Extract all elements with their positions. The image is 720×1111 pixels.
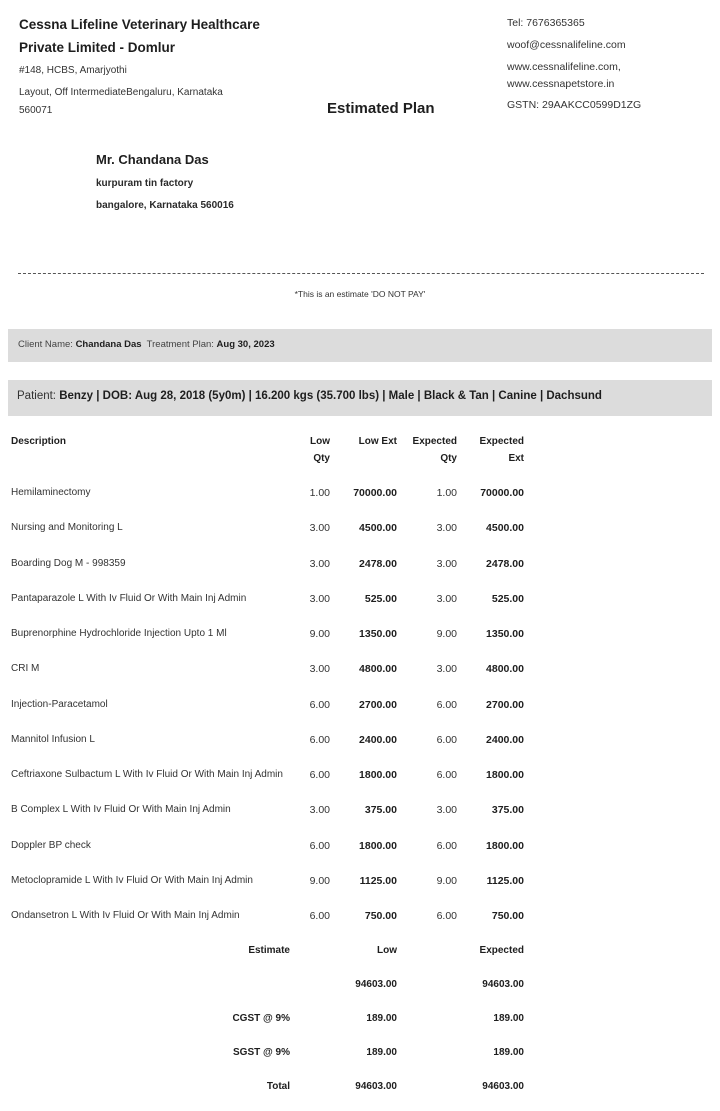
- row-description: Buprenorphine Hydrochloride Injection Upto 1 Ml: [11, 628, 227, 639]
- row-low-qty: 1.00: [309, 487, 330, 499]
- row-expected-ext: 1350.00: [486, 628, 524, 640]
- client-name-label: Client Name:: [18, 339, 73, 350]
- row-description: CRI M: [11, 663, 40, 674]
- row-low-qty: 6.00: [309, 734, 330, 746]
- treatment-plan-date: Aug 30, 2023: [216, 339, 275, 350]
- row-low-qty: 3.00: [309, 593, 330, 605]
- row-description: B Complex L With Iv Fluid Or With Main Inj Admin: [11, 804, 231, 815]
- separator-dashed: [18, 273, 704, 274]
- clinic-phone: Tel: 7676365365: [507, 17, 585, 29]
- row-expected-qty: 6.00: [436, 699, 457, 711]
- row-low-ext: 4800.00: [359, 663, 397, 675]
- row-low-ext: 2700.00: [359, 699, 397, 711]
- row-expected-qty: 3.00: [436, 522, 457, 534]
- total-label: Total: [266, 1081, 290, 1092]
- col-header-expected-ext-line2: Ext: [508, 453, 524, 464]
- col-header-low-ext: Low Ext: [358, 436, 397, 447]
- row-description: Boarding Dog M - 998359: [11, 558, 126, 569]
- row-expected-ext: 4500.00: [486, 522, 524, 534]
- summary-expected-label: Expected: [479, 945, 524, 956]
- row-expected-ext: 2400.00: [486, 734, 524, 746]
- row-low-ext: 1800.00: [359, 769, 397, 781]
- clinic-address-line1: #148, HCBS, Amarjyothi: [19, 65, 127, 76]
- clinic-name-line2: Private Limited - Domlur: [19, 40, 176, 55]
- row-low-qty: 6.00: [309, 699, 330, 711]
- client-name-value: Chandana Das: [75, 339, 142, 350]
- row-expected-qty: 3.00: [436, 593, 457, 605]
- sgst-expected: 189.00: [493, 1047, 524, 1058]
- row-low-ext: 750.00: [364, 910, 397, 922]
- row-description: Doppler BP check: [11, 840, 91, 851]
- clinic-store-website: www.cessnapetstore.in: [507, 78, 615, 90]
- row-expected-qty: 9.00: [436, 875, 457, 887]
- row-low-ext: 2400.00: [359, 734, 397, 746]
- row-expected-qty: 3.00: [436, 804, 457, 816]
- row-low-ext: 70000.00: [353, 487, 397, 499]
- row-expected-ext: 2478.00: [486, 558, 524, 570]
- row-expected-ext: 4800.00: [486, 663, 524, 675]
- cgst-label: CGST @ 9%: [232, 1013, 290, 1024]
- subtotal-low: 94603.00: [355, 979, 397, 990]
- row-description: Ondansetron L With Iv Fluid Or With Main Inj Admin: [11, 910, 240, 921]
- row-description: Hemilaminectomy: [11, 487, 91, 498]
- col-header-expected-qty-line2: Qty: [440, 453, 457, 464]
- row-expected-ext: 525.00: [491, 593, 524, 605]
- row-low-qty: 6.00: [309, 769, 330, 781]
- row-expected-qty: 1.00: [436, 487, 457, 499]
- clinic-website: www.cessnalifeline.com,: [507, 61, 621, 73]
- sgst-low: 189.00: [366, 1047, 397, 1058]
- col-header-low-qty: [310, 433, 330, 467]
- row-description: Ceftriaxone Sulbactum L With Iv Fluid Or With Main Inj Admin: [11, 769, 283, 780]
- sgst-label: SGST @ 9%: [233, 1047, 290, 1058]
- cgst-expected: 189.00: [493, 1013, 524, 1024]
- row-expected-ext: 1800.00: [486, 769, 524, 781]
- row-low-ext: 2478.00: [359, 558, 397, 570]
- col-header-expected-qty: [413, 433, 457, 467]
- row-expected-qty: 6.00: [436, 910, 457, 922]
- row-low-ext: 375.00: [364, 804, 397, 816]
- col-header-low-qty-line2: Qty: [313, 453, 330, 464]
- row-low-qty: 3.00: [309, 522, 330, 534]
- total-low: 94603.00: [355, 1081, 397, 1092]
- row-description: Nursing and Monitoring L: [11, 522, 123, 533]
- total-expected: 94603.00: [482, 1081, 524, 1092]
- summary-low-label: Low: [377, 945, 397, 956]
- clinic-gstn: GSTN: 29AAKCC0599D1ZG: [507, 99, 642, 111]
- row-expected-ext: 375.00: [491, 804, 524, 816]
- owner-address-line2: bangalore, Karnataka 560016: [96, 200, 234, 211]
- row-description: Pantaparazole L With Iv Fluid Or With Main Inj Admin: [11, 593, 247, 604]
- row-low-qty: 3.00: [309, 558, 330, 570]
- summary-estimate-label: Estimate: [248, 945, 290, 956]
- row-low-ext: 525.00: [364, 593, 397, 605]
- row-expected-qty: 6.00: [436, 734, 457, 746]
- row-expected-ext: 750.00: [491, 910, 524, 922]
- patient-details: Benzy | DOB: Aug 28, 2018 (5y0m) | 16.200 kgs (35.700 lbs) | Male | Black & Tan | Canine | Dachsund: [59, 390, 602, 402]
- client-band: [8, 329, 712, 362]
- clinic-name-line1: Cessna Lifeline Veterinary Healthcare: [19, 17, 260, 32]
- row-low-ext: 1350.00: [359, 628, 397, 640]
- row-expected-ext: 1800.00: [486, 840, 524, 852]
- row-low-qty: 3.00: [309, 663, 330, 675]
- estimate-notice: *This is an estimate 'DO NOT PAY': [294, 289, 426, 299]
- row-low-qty: 6.00: [309, 910, 330, 922]
- col-header-expected-ext-line1: Expected: [479, 436, 524, 447]
- row-expected-qty: 6.00: [436, 769, 457, 781]
- row-expected-qty: 6.00: [436, 840, 457, 852]
- col-header-expected-ext: [480, 433, 524, 467]
- clinic-address-line2: Layout, Off IntermediateBengaluru, Karnataka: [19, 87, 223, 98]
- row-low-ext: 1800.00: [359, 840, 397, 852]
- row-description: Mannitol Infusion L: [11, 734, 95, 745]
- row-expected-qty: 9.00: [436, 628, 457, 640]
- patient-band-text: [17, 390, 602, 402]
- row-low-ext: 4500.00: [359, 522, 397, 534]
- col-header-expected-qty-line1: Expected: [412, 436, 457, 447]
- patient-label: Patient:: [17, 390, 56, 402]
- row-description: Metoclopramide L With Iv Fluid Or With Main Inj Admin: [11, 875, 253, 886]
- owner-name: Mr. Chandana Das: [96, 152, 209, 167]
- row-expected-qty: 3.00: [436, 558, 457, 570]
- subtotal-expected: 94603.00: [482, 979, 524, 990]
- row-expected-ext: 2700.00: [486, 699, 524, 711]
- clinic-address-line3: 560071: [19, 105, 53, 116]
- col-header-description: Description: [11, 436, 67, 447]
- row-expected-qty: 3.00: [436, 663, 457, 675]
- client-band-text: [18, 339, 275, 350]
- row-low-qty: 6.00: [309, 840, 330, 852]
- page-title: Estimated Plan: [327, 100, 435, 117]
- row-description: Injection-Paracetamol: [11, 699, 108, 710]
- patient-band: [8, 380, 712, 416]
- cgst-low: 189.00: [366, 1013, 397, 1024]
- treatment-plan-label: Treatment Plan:: [146, 339, 214, 350]
- row-low-qty: 3.00: [309, 804, 330, 816]
- clinic-email: woof@cessnalifeline.com: [507, 39, 626, 51]
- row-expected-ext: 1125.00: [486, 875, 524, 887]
- row-low-qty: 9.00: [309, 875, 330, 887]
- owner-address-line1: kurpuram tin factory: [96, 178, 194, 189]
- row-expected-ext: 70000.00: [480, 487, 524, 499]
- row-low-qty: 9.00: [309, 628, 330, 640]
- row-low-ext: 1125.00: [359, 875, 397, 887]
- col-header-low-qty-line1: Low: [310, 436, 330, 447]
